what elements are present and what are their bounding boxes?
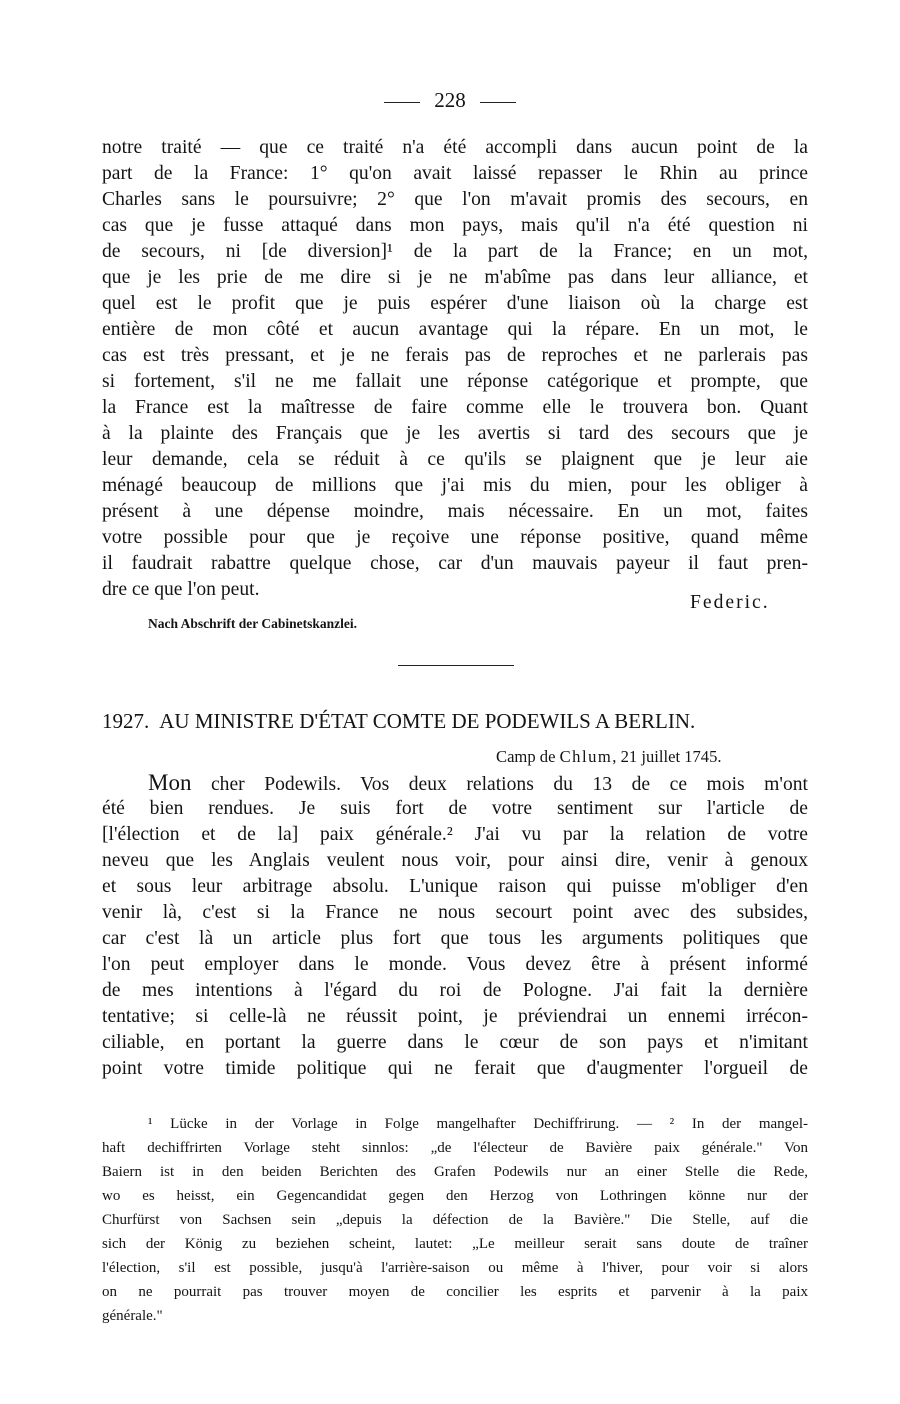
footnote-line: Baiern ist in den beiden Berichten des Grafen Podewils nur an einer Stelle die Rede, [102, 1164, 808, 1180]
letter-heading [102, 709, 808, 734]
text-line: part de la France: 1° qu'on avait laissé repasser le Rhin au prince [102, 163, 808, 184]
first-line-rest: cher Podewils. Vos deux relations du 13 de ce mois m'ont [191, 774, 808, 795]
text-line: l'on peut employer dans le monde. Vous devez être à présent informé [102, 954, 808, 975]
dateline-date: , 21 juillet 1745. [612, 747, 722, 766]
footnote-line: l'élection, s'il est possible, jusqu'à l'arrière-saison ou même à l'hiver, pour voir si alors [102, 1260, 808, 1276]
letter-continuation [102, 135, 808, 603]
signature: Federic. [690, 592, 770, 613]
salutation: Mon [148, 770, 192, 795]
text-line: ménagé beaucoup de millions que j'ai mis du mien, pour les obliger à [102, 475, 808, 496]
right-dash [480, 102, 516, 103]
text-line: quel est le profit que je puis espérer d'une liaison où la charge est [102, 293, 808, 314]
letter-number: 1927. [102, 709, 150, 733]
footnote-line: ¹ Lücke in der Vorlage in Folge mangelhafter Dechiffrirung. — ² In der mangel- [148, 1116, 808, 1132]
text-line: neveu que les Anglais veulent nous voir, pour ainsi dire, venir à genoux [102, 850, 808, 871]
letter-body [102, 770, 808, 1082]
text-line: à la plainte des Français que je les avertis si tard des secours que je [102, 423, 808, 444]
footnote-line: wo es heisst, ein Gegencandidat gegen den Herzog von Lothringen könne nur der [102, 1188, 808, 1204]
footnotes [102, 1112, 808, 1328]
text-line: notre traité — que ce traité n'a été accompli dans aucun point de la [102, 137, 808, 158]
text-line: entière de mon côté et aucun avantage qui la répare. En un mot, le [102, 319, 808, 340]
section-separator [398, 665, 514, 666]
page-number: 228 [434, 88, 466, 112]
text-line: été bien rendues. Je suis fort de votre sentiment sur l'article de [102, 798, 808, 819]
dateline-prefix: Camp de [496, 747, 556, 766]
text-line: point votre timide politique qui ne ferait que d'augmenter l'orgueil de [102, 1058, 808, 1079]
text-line: [l'élection et de la] paix générale.² J'ai vu par la relation de votre [102, 824, 808, 845]
footnote-line: on ne pourrait pas trouver moyen de concilier les esprits et parvenir à la paix [102, 1284, 808, 1300]
footnote-line: sich der König zu beziehen scheint, lautet: „Le meilleur serait sans doute de traîner [102, 1236, 808, 1252]
page-number-row [0, 88, 900, 113]
text-line: ciliable, en portant la guerre dans le cœur de son pays et n'imitant [102, 1032, 808, 1053]
text-line: il faudrait rabattre quelque chose, car d'un mauvais payeur il faut pren- [102, 553, 808, 574]
text-line: de secours, ni [de diversion]¹ de la part de la France; en un mot, [102, 241, 808, 262]
text-line: tentative; si celle-là ne réussit point, je préviendrai un ennemi irrécon- [102, 1006, 808, 1027]
text-line: si fortement, s'il ne me fallait une réponse catégorique et prompte, que [102, 371, 808, 392]
text-line: leur demande, cela se réduit à ce qu'ils se plaignent que je leur aie [102, 449, 808, 470]
footnote-line: Churfürst von Sachsen sein „depuis la défection de la Bavière." Die Stelle, auf die [102, 1212, 808, 1228]
dateline [496, 747, 722, 767]
letter-title: AU MINISTRE D'ÉTAT COMTE DE PODEWILS A BERLIN. [159, 709, 696, 733]
text-line: de mes intentions à l'égard du roi de Pologne. J'ai fait la dernière [102, 980, 808, 1001]
source-note: Nach Abschrift der Cabinetskanzlei. [148, 616, 358, 631]
text-line: cas que je fusse attaqué dans mon pays, mais qu'il n'a été question ni [102, 215, 808, 236]
text-line: présent à une dépense moindre, mais nécessaire. En un mot, faites [102, 501, 808, 522]
text-line: venir là, c'est si la France ne nous secourt point avec des subsides, [102, 902, 808, 923]
text-line: Charles sans le poursuivre; 2° que l'on m'avait promis des secours, en [102, 189, 808, 210]
footnote-line: générale." [102, 1308, 163, 1324]
text-line: et sous leur arbitrage absolu. L'unique raison qui puisse m'obliger d'en [102, 876, 808, 897]
first-line [102, 770, 808, 796]
text-line: cas est très pressant, et je ne ferais pas de reproches et ne parlerais pas [102, 345, 808, 366]
footnote-line: haft dechiffrirten Vorlage steht sinnlos: „de l'électeur de Bavière paix générale." Von [102, 1140, 808, 1156]
text-line: que je les prie de me dire si je ne m'abîme pas dans leur alliance, et [102, 267, 808, 288]
left-dash [384, 102, 420, 103]
text-line: car c'est là un article plus fort que tous les arguments politiques que [102, 928, 808, 949]
text-line: dre ce que l'on peut. [102, 579, 260, 600]
dateline-place: Chlum [559, 747, 613, 766]
text-line: votre possible pour que je reçoive une réponse positive, quand même [102, 527, 808, 548]
text-line: la France est la maîtresse de faire comme elle le trouvera bon. Quant [102, 397, 808, 418]
